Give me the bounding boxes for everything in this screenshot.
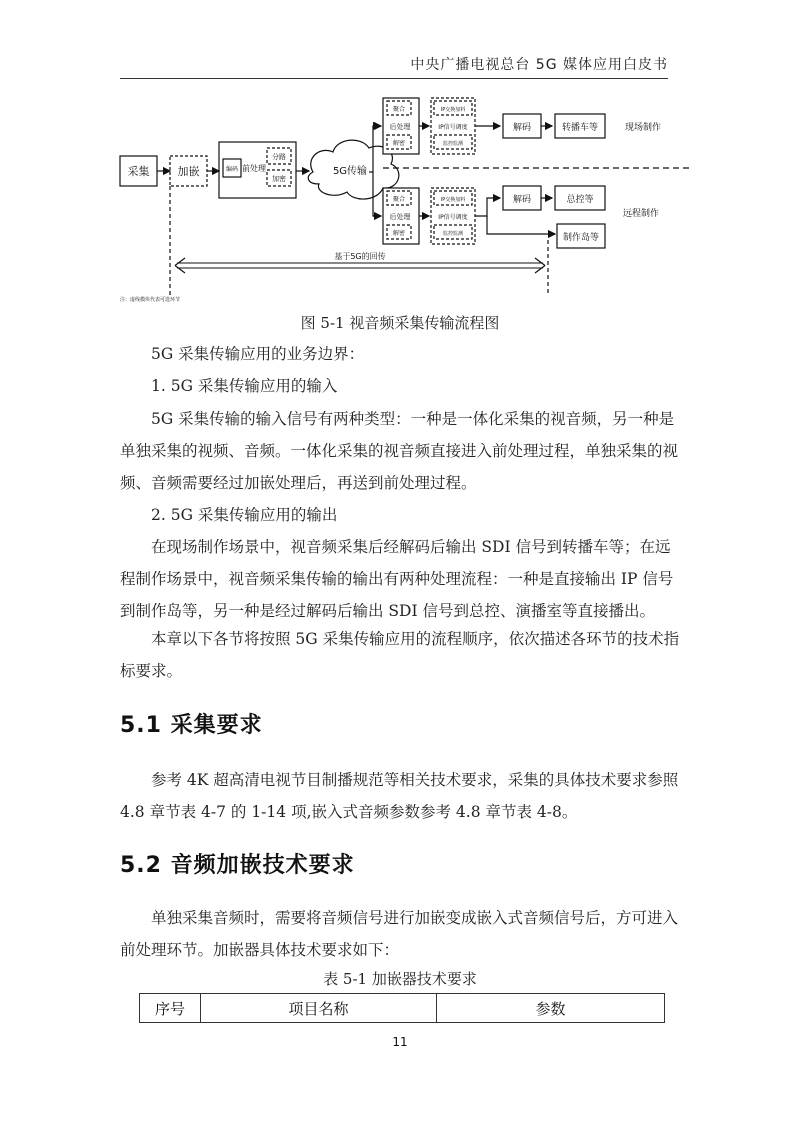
top-monitor-label: 监控监测 — [442, 141, 464, 147]
top-postprocess-label: 后处理 — [389, 123, 411, 131]
encode-label: 编码 — [225, 166, 239, 173]
paragraph-chapter-intro: 本章以下各节将按照 5G 采集传输应用的流程顺序，依次描述各环节的技术指标要求。 — [120, 630, 680, 680]
col-header-param: 参数 — [437, 994, 665, 1023]
bottom-postprocess-label: 后处理 — [389, 213, 411, 221]
bottom-decrypt-label: 解密 — [392, 230, 406, 237]
bottom-ip-switch-label: IP交换加料 — [440, 197, 466, 203]
paragraph-input-heading: 1. 5G 采集传输应用的输入 — [151, 377, 338, 395]
section-5-1-paragraph: 参考 4K 超高清电视节目制播规范等相关技术要求，采集的具体技术要求参照 4.8 章节表 4-7 的 1-14 项,嵌入式音频参数参考 4.8 章节表 4-8。 — [120, 771, 679, 821]
network-label: 5G传输 — [332, 166, 368, 177]
flow-diagram — [115, 90, 695, 305]
col-header-item: 项目名称 — [201, 994, 437, 1023]
bottom-target1-label: 总控等 — [566, 195, 594, 205]
top-target-label: 转播车等 — [561, 123, 599, 133]
section-5-2-paragraph: 单独采集音频时，需要将音频信号进行加嵌变成嵌入式音频信号后，方可进入前处理环节。加嵌器具体技术要求如下： — [120, 909, 679, 959]
section-5-1-title: 5.1 采集要求 — [120, 713, 263, 738]
top-ip-switch-label: IP交换加料 — [440, 107, 466, 113]
top-ip-schedule-label: IP信号调度 — [438, 124, 468, 131]
preprocess-label: 前处理 — [242, 164, 266, 173]
section-5-2-title: 5.2 音频加嵌技术要求 — [120, 853, 355, 878]
bottom-decode-label: 解码 — [512, 195, 532, 205]
col-header-index: 序号 — [140, 994, 201, 1023]
top-decode-label: 解码 — [512, 123, 532, 133]
diagram-note: 注：虚线模块代表可选环节 — [120, 297, 181, 303]
top-scene-label: 现场制作 — [625, 123, 662, 133]
bottom-monitor-label: 监控监测 — [442, 231, 464, 237]
backhaul-label: 基于5G的回传 — [334, 252, 386, 261]
top-decrypt-label: 解密 — [392, 140, 406, 147]
embed-label: 加嵌 — [177, 165, 200, 178]
header-title: 中央广播电视总台 5G 媒体应用白皮书 — [410, 57, 668, 73]
figure-caption: 图 5-1 视音频采集传输流程图 — [300, 314, 500, 332]
spec-table — [139, 993, 665, 1023]
table-caption: 表 5-1 加嵌器技术要求 — [323, 970, 477, 988]
page-number: 11 — [392, 1035, 408, 1049]
top-aggregate-label: 聚合 — [392, 106, 406, 113]
bottom-scene-label: 远程制作 — [623, 209, 660, 219]
capture-label: 采集 — [127, 165, 150, 178]
paragraph-output: 在现场制作场景中，视音频采集后经解码后输出 SDI 信号到转播车等；在远程制作场景中，视音频采集传输的输出有两种处理流程：一种是直接输出 IP 信号到制作岛等，另一种是经过解码后输出 SDI 信号到总控、演播室等直接播出。 — [120, 538, 674, 620]
split-label: 分路 — [272, 153, 286, 161]
table-header-row — [140, 994, 665, 1023]
header-rule — [120, 78, 668, 79]
paragraph-input: 5G 采集传输的输入信号有两种类型：一种是一体化采集的视音频，另一种是单独采集的视频、音频。一体化采集的视音频直接进入前处理过程，单独采集的视频、音频需要经过加嵌处理后，再送到前处理过程。 — [120, 410, 679, 492]
paragraph-output-heading: 2. 5G 采集传输应用的输出 — [151, 506, 338, 524]
bottom-ip-schedule-label: IP信号调度 — [438, 214, 468, 221]
bottom-aggregate-label: 聚合 — [392, 196, 406, 203]
bottom-target2-label: 制作岛等 — [562, 233, 600, 243]
paragraph-boundary: 5G 采集传输应用的业务边界： — [151, 345, 365, 363]
encrypt-label: 加密 — [272, 175, 286, 183]
